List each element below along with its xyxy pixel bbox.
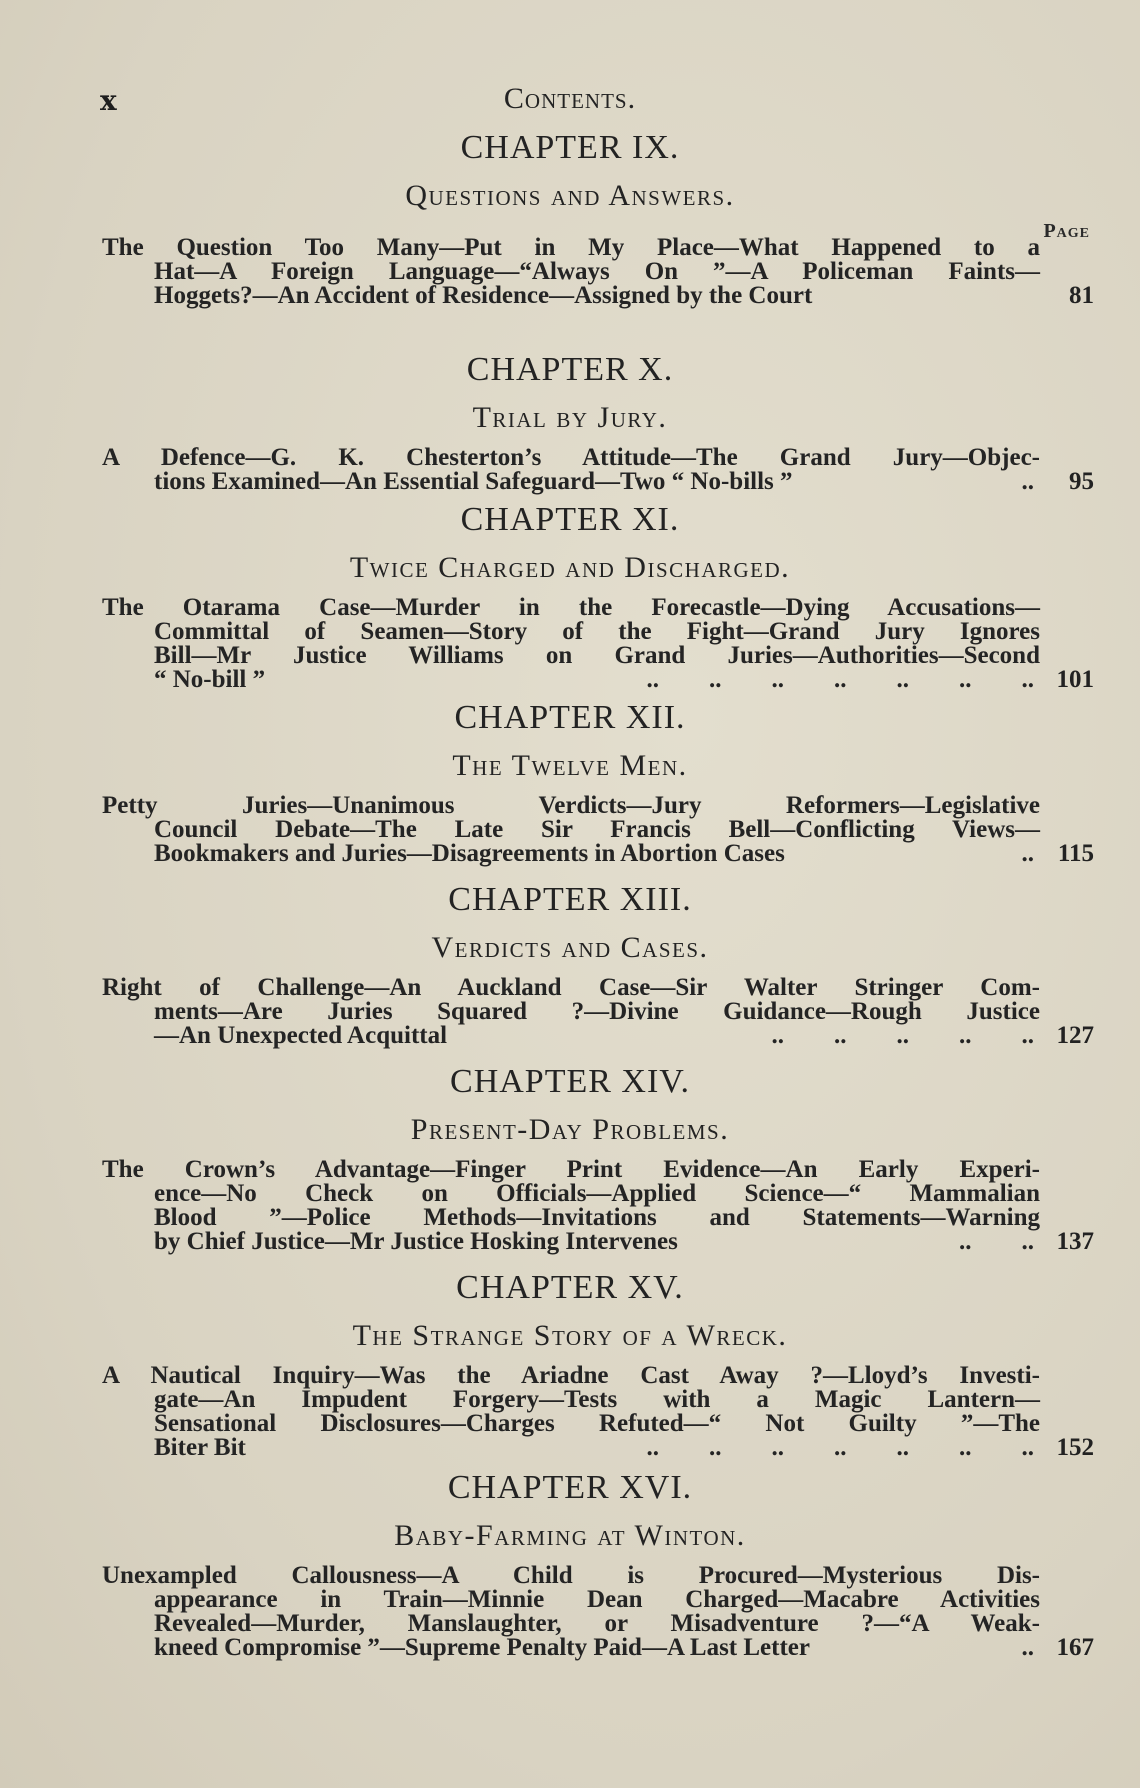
synopsis-line: Sensational Disclosures—Charges Refuted—“ Not Guilty ”—The: [154, 1410, 1040, 1437]
dot-leader: ..: [1021, 1634, 1034, 1661]
chapter-number: CHAPTER X.: [466, 351, 674, 388]
synopsis-line: [154, 470, 1040, 494]
dot-leader: .. .. .. .. ..: [771, 1022, 1034, 1049]
page-number: 167: [1056, 1634, 1094, 1661]
synopsis-line: [154, 668, 1040, 692]
chapter-number: CHAPTER XI.: [460, 501, 680, 538]
synopsis-line: ence—No Check on Officials—Applied Science—“ Mammalian: [154, 1180, 1040, 1207]
synopsis-line: [154, 1024, 1040, 1048]
chapter-number: CHAPTER XII.: [454, 699, 686, 736]
synopsis-line: [154, 1636, 1040, 1660]
synopsis-text: Biter Bit: [154, 1434, 246, 1461]
synopsis-text: tions Examined—An Essential Safeguard—Two “ No-bills ”: [154, 468, 793, 495]
chapter-synopsis: [102, 974, 1094, 1049]
chapter-section: [0, 880, 1140, 1048]
synopsis-line: Committal of Seamen—Story of the Fight—Grand Jury Ignores: [154, 618, 1040, 645]
page-number: 115: [1057, 840, 1094, 867]
synopsis-text: Bookmakers and Juries—Disagreements in Abortion Cases: [154, 840, 785, 867]
chapter-title: Questions and Answers.: [405, 179, 735, 212]
page-number: 101: [1056, 666, 1094, 693]
synopsis-line: [154, 1230, 1040, 1254]
dot-leader: .. .. .. .. .. .. ..: [646, 1434, 1034, 1461]
synopsis-text: by Chief Justice—Mr Justice Hosking Intervenes: [154, 1228, 678, 1255]
chapter-section: [0, 350, 1140, 494]
chapter-section: [0, 500, 1140, 692]
synopsis-line: The Question Too Many—Put in My Place—What Happened to a: [102, 234, 1040, 261]
synopsis-line: Right of Challenge—An Auckland Case—Sir Walter Stringer Com-: [102, 974, 1040, 1001]
synopsis-text: “ No-bill ”: [154, 666, 266, 693]
chapter-title: Present-Day Problems.: [410, 1113, 730, 1146]
synopsis-line: Petty Juries—Unanimous Verdicts—Jury Reformers—Legislative: [102, 792, 1040, 819]
chapter-number: CHAPTER XVI.: [447, 1469, 693, 1506]
synopsis-line: A Defence—G. K. Chesterton’s Attitude—The Grand Jury—Objec-: [102, 444, 1040, 471]
synopsis-line: The Otarama Case—Murder in the Forecastle—Dying Accusations—: [102, 594, 1040, 621]
synopsis-line: Unexampled Callousness—A Child is Procured—Mysterious Dis-: [102, 1562, 1040, 1589]
synopsis-text: Hoggets?—An Accident of Residence—Assigned by the Court: [154, 282, 813, 309]
synopsis-line: Hat—A Foreign Language—“Always On ”—A Policeman Faints—: [154, 258, 1040, 285]
folio: x: [100, 84, 117, 117]
page-number: 95: [1069, 468, 1094, 495]
chapter-title: Trial by Jury.: [472, 401, 668, 434]
chapter-section: [0, 698, 1140, 866]
chapter-synopsis: [102, 444, 1094, 495]
synopsis-line: [154, 284, 1040, 308]
chapter-number: CHAPTER XIII.: [448, 881, 692, 918]
synopsis-line: Revealed—Murder, Manslaughter, or Misadventure ?—“A Weak-: [154, 1610, 1040, 1637]
chapter-section: [0, 1062, 1140, 1254]
chapter-number: CHAPTER XIV.: [450, 1063, 690, 1100]
synopsis-line: Council Debate—The Late Sir Francis Bell—Conflicting Views—: [154, 816, 1040, 843]
synopsis-line: Blood ”—Police Methods—Invitations and Statements—Warning: [154, 1204, 1040, 1231]
page-column-label: Page: [1043, 220, 1090, 242]
synopsis-line: Bill—Mr Justice Williams on Grand Juries—Authorities—Second: [154, 642, 1040, 669]
chapter-synopsis: [102, 234, 1094, 309]
chapter-title: Baby-Farming at Winton.: [394, 1519, 746, 1552]
dot-leader: .. ..: [959, 1228, 1034, 1255]
synopsis-line: appearance in Train—Minnie Dean Charged—Macabre Activities: [154, 1586, 1040, 1613]
chapter-synopsis: [102, 1362, 1094, 1461]
synopsis-line: gate—An Impudent Forgery—Tests with a Magic Lantern—: [154, 1386, 1040, 1413]
chapter-section: [0, 128, 1140, 308]
chapter-synopsis: [102, 792, 1094, 867]
chapter-synopsis: [102, 1562, 1094, 1661]
page-number: 152: [1056, 1434, 1094, 1461]
chapter-number: CHAPTER XV.: [456, 1269, 684, 1306]
chapter-section: [0, 1468, 1140, 1660]
synopsis-line: [154, 842, 1040, 866]
page-number: 127: [1056, 1022, 1094, 1049]
synopsis-text: —An Unexpected Acquittal: [154, 1022, 448, 1049]
synopsis-line: ments—Are Juries Squared ?—Divine Guidance—Rough Justice: [154, 998, 1040, 1025]
chapter-synopsis: [102, 594, 1094, 693]
chapter-title: The Strange Story of a Wreck.: [352, 1319, 788, 1352]
chapter-title: The Twelve Men.: [452, 749, 688, 782]
chapter-synopsis: [102, 1156, 1094, 1255]
running-head: Contents.: [503, 82, 637, 115]
chapter-number: CHAPTER IX.: [460, 129, 680, 166]
synopsis-line: [154, 1436, 1040, 1460]
synopsis-line: The Crown’s Advantage—Finger Print Evidence—An Early Experi-: [102, 1156, 1040, 1183]
dot-leader: .. .. .. .. .. .. ..: [646, 666, 1034, 693]
chapter-title: Verdicts and Cases.: [431, 931, 709, 964]
dot-leader: ..: [1021, 840, 1034, 867]
dot-leader: ..: [1021, 468, 1034, 495]
page-number: 81: [1069, 282, 1094, 309]
synopsis-text: kneed Compromise ”—Supreme Penalty Paid—A Last Letter: [154, 1634, 810, 1661]
chapter-section: [0, 1268, 1140, 1460]
synopsis-line: A Nautical Inquiry—Was the Ariadne Cast Away ?—Lloyd’s Investi-: [102, 1362, 1040, 1389]
page-number: 137: [1056, 1228, 1094, 1255]
chapter-title: Twice Charged and Discharged.: [349, 551, 791, 584]
